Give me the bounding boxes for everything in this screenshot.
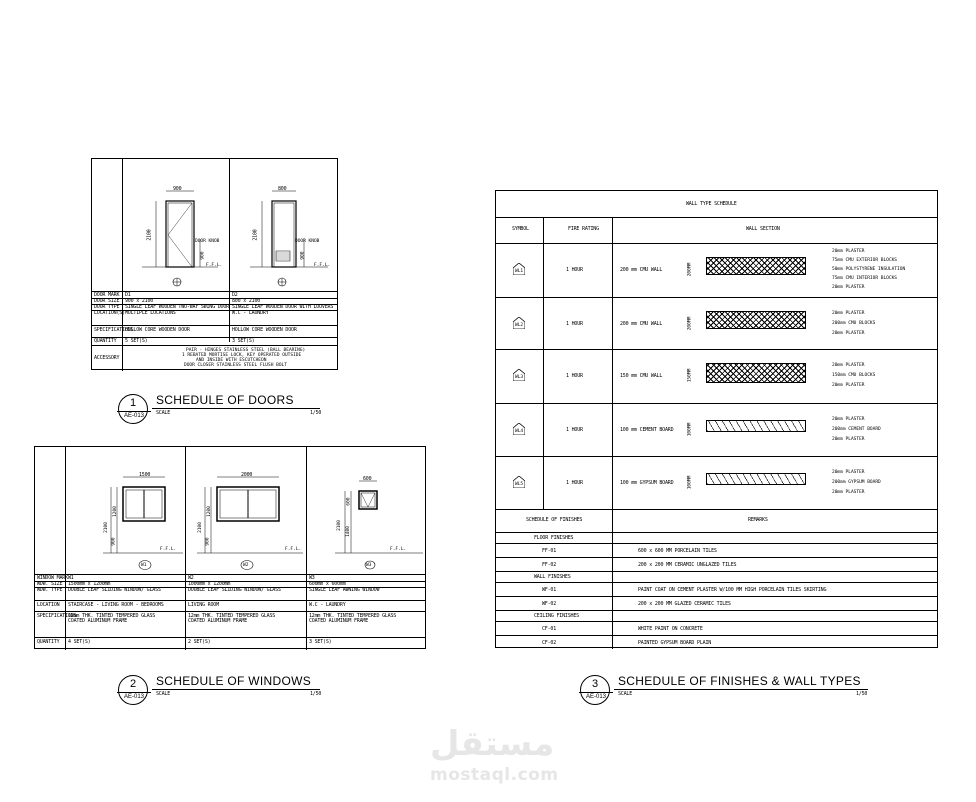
finish-remark: 200 x 200 MM GLAZED CERAMIC TILES	[638, 601, 731, 607]
window-w1-width: 1500	[139, 472, 151, 478]
window-w3-sill: 1400	[345, 526, 351, 537]
door-d1-elevation	[132, 179, 222, 289]
windows-cell: COATED ALUMINUM FRAME	[188, 618, 248, 624]
wall-thickness: 100MM	[687, 422, 693, 437]
windows-cell: W2	[188, 575, 194, 581]
windows-cell: W.C - LAUNDRY	[309, 602, 346, 608]
window-w2-mark: W2	[243, 563, 249, 568]
wall-layer: 200mm CEMENT BOARD	[832, 427, 881, 432]
wall-layer: 20mm PLASTER	[832, 437, 865, 442]
wall-thickness: 200MM	[687, 316, 693, 331]
windows-cell: SINGLE LEAF AWNING WINDOW	[309, 587, 380, 593]
doors-accessory-line: 1 REBATED MORTISE LOCK, KEY OPERATED OUTSIDE	[182, 353, 302, 358]
window-w3-height-window: 600	[346, 497, 352, 506]
windows-cell: DOUBLE LEAF SLIDING WINDOW/ GLASS	[68, 587, 161, 593]
doors-title-bubble	[118, 394, 148, 424]
windows-cell: 12mm THK. TINTED TEMPERED GLASS	[68, 613, 156, 619]
wall-layer: 50mm POLYSTYRENE INSULATION	[832, 267, 906, 272]
window-w2-ffl: F.F.L.	[285, 547, 302, 552]
wall-type-row	[496, 456, 939, 509]
wall-layer: 20mm PLASTER	[832, 383, 865, 388]
doors-cell: 900 x 2100	[125, 298, 154, 304]
wall-thickness: 100MM	[687, 475, 693, 490]
doors-cell: HOLLOW CORE WOODEN DOOR	[232, 327, 297, 333]
windows-cell: COATED ALUMINUM FRAME	[309, 618, 369, 624]
doors-title-number: 1	[129, 397, 137, 409]
wall-section-hatch	[706, 420, 806, 432]
walls-title-number: 3	[591, 678, 599, 690]
walls-scale-value: 1/50	[856, 691, 868, 697]
doors-cell: 3 SET(S)	[232, 338, 255, 344]
door-d1-width: 900	[173, 186, 182, 192]
windows-cell: 2 SET(S)	[188, 639, 211, 645]
wall-fire-rating: 1 HOUR	[566, 427, 583, 433]
finish-remark: WHITE PAINT ON CONCRETE	[638, 626, 703, 632]
doors-accessory-line: DOOR CLOSER STAINLESS STEEL FLUSH BOLT	[184, 363, 287, 368]
doors-title: SCHEDULE OF DOORS	[156, 393, 294, 407]
wall-layer: 20mm PLASTER	[832, 311, 865, 316]
doors-scale-value: 1/50	[310, 410, 322, 416]
door-d2-width: 800	[278, 186, 287, 192]
wall-description: 200 mm CMU WALL	[620, 321, 663, 327]
wall-layer: 20mm PLASTER	[832, 490, 865, 495]
remarks-header: REMARKS	[748, 517, 768, 523]
finish-code: FF-01	[542, 548, 557, 554]
wall-layer: 20mm PLASTER	[832, 249, 865, 254]
finishes-header: SCHEDULE OF FINISHES	[526, 517, 583, 523]
door-d2-knob-label: DOOR KNOB	[295, 239, 320, 244]
wall-description: 200 mm CMU WALL	[620, 267, 663, 273]
doors-sheet-ref: AE-013	[117, 411, 151, 419]
windows-cell: 4 SET(S)	[68, 639, 91, 645]
doors-row-label: LOCATION(S)	[94, 310, 125, 316]
windows-cell: DOUBLE LEAF SLIDING WINDOW/ GLASS	[188, 587, 281, 593]
wall-description: 150 mm CMU WALL	[620, 373, 663, 379]
wall-schedule-header: WALL TYPE SCHEDULE	[686, 201, 737, 207]
finish-code: CF-01	[542, 626, 557, 632]
window-w1-elevation	[75, 465, 185, 573]
window-w2-height-total: 2100	[197, 522, 203, 533]
doors-row-label: DOOR TYPE	[94, 304, 120, 310]
windows-row-label: WINDOW MARK	[37, 575, 68, 581]
wall-symbol: WL5	[515, 482, 524, 487]
windows-scale-label: SCALE	[156, 691, 171, 697]
watermark-latin: mostaql.com	[430, 765, 559, 785]
windows-title-number: 2	[129, 678, 137, 690]
windows-cell: 600mm x 600mm	[309, 581, 346, 587]
wall-fire-rating: 1 HOUR	[566, 480, 583, 486]
doors-cell: 5 SET(S)	[125, 338, 148, 344]
wall-section-hatch	[706, 363, 806, 383]
windows-row-label: LOCATION	[37, 602, 60, 608]
windows-title-bubble	[118, 675, 148, 705]
doors-cell: SINGLE LEAF WOODEN TWO-WAY SWING DOOR	[125, 304, 229, 310]
wall-layer: 20mm PLASTER	[832, 470, 865, 475]
window-w1-mark: W1	[141, 563, 147, 568]
doors-row-label: DOOR MARK	[94, 292, 120, 298]
windows-cell: STAIRCASE - LIVING ROOM - BEDROOMS	[68, 602, 164, 608]
window-w1-height-window: 1200	[112, 506, 118, 517]
windows-sheet-ref: AE-013	[117, 692, 151, 700]
finish-remark: 200 x 200 MM CERAMIC UNGLAZED TILES	[638, 562, 737, 568]
finish-code: WF-02	[542, 601, 557, 607]
window-w2-sill: 900	[205, 537, 211, 546]
doors-accessory-line: AND INSIDE WITH ESCUTCHEON	[196, 358, 267, 363]
window-w1-sill: 900	[111, 537, 117, 546]
wall-thickness: 150MM	[687, 368, 693, 383]
wall-symbol: WL4	[515, 429, 524, 434]
finish-code: CF-02	[542, 640, 557, 646]
windows-cell: 1500mm x 1200mm	[68, 581, 111, 587]
wall-section-hatch	[706, 473, 806, 485]
walls-sheet-ref: AE-013	[579, 692, 613, 700]
door-d2-height: 2100	[252, 229, 259, 241]
window-w3-height-total: 2100	[336, 520, 342, 531]
wall-symbol: WL2	[515, 323, 524, 328]
wall-layer: 20mm PLASTER	[832, 363, 865, 368]
wall-symbol: WL1	[515, 269, 524, 274]
window-w3-width: 600	[363, 476, 372, 482]
wall-thickness: 200MM	[687, 262, 693, 277]
windows-cell: 3 SET(S)	[309, 639, 332, 645]
walls-title: SCHEDULE OF FINISHES & WALL TYPES	[618, 674, 861, 688]
wall-symbol: WL3	[515, 375, 524, 380]
finish-remark: PAINTED GYPSUM BOARD PLAIN	[638, 640, 712, 646]
doors-cell: MULTIPLE LOCATIONS	[125, 310, 176, 316]
window-w3-ffl: F.F.L.	[390, 547, 407, 552]
door-d1-height: 2100	[146, 229, 153, 241]
windows-cell: LIVING ROOM	[188, 602, 219, 608]
wall-type-row	[496, 349, 939, 403]
walls-title-bubble	[580, 675, 610, 705]
doors-accessory-line: PAIR - HINGES STAINLESS STEEL (BALL BEARING)	[186, 348, 306, 353]
windows-cell: W1	[68, 575, 74, 581]
windows-cell: W3	[309, 575, 315, 581]
window-w2-elevation	[195, 465, 305, 573]
wall-type-row	[496, 297, 939, 349]
finish-group: WALL FINISHES	[534, 574, 571, 580]
wall-section-hatch	[706, 311, 806, 329]
doors-row-label: QUANTITY	[94, 338, 117, 344]
watermark-arabic: مستقل	[430, 724, 555, 764]
doors-cell: SINGLE LEAF WOODEN DOOR WITH LOUVERS	[232, 304, 334, 310]
windows-row-label: WDW. TYPE	[37, 587, 63, 593]
wall-fire-rating: 1 HOUR	[566, 267, 583, 273]
wall-section-hatch	[706, 257, 806, 275]
window-w1-height-total: 2100	[103, 522, 109, 533]
doors-cell: D1	[125, 292, 131, 298]
windows-cell: COATED ALUMINUM FRAME	[68, 618, 128, 624]
wall-fire-rating: 1 HOUR	[566, 373, 583, 379]
wall-description: 100 mm CEMENT BOARD	[620, 427, 674, 433]
finish-remark: PAINT COAT ON CEMENT PLASTER W/100 MM HIGH PORCELAIN TILES SKIRTING	[638, 587, 827, 593]
windows-cell: 1000mm x 1200mm	[188, 581, 231, 587]
window-w3-mark: W3	[366, 563, 372, 568]
door-d1-knob-height: 900	[200, 251, 206, 260]
doors-row-label: DOOR SIZE	[94, 298, 120, 304]
doors-cell: 800 x 2100	[232, 298, 261, 304]
wall-col-fire: FIRE RATING	[568, 226, 599, 232]
doors-cell: HOLLOW CORE WOODEN DOOR	[125, 327, 190, 333]
wall-layer: 20mm PLASTER	[832, 417, 865, 422]
doors-cell: D2	[232, 292, 238, 298]
finish-group: FLOOR FINISHES	[534, 535, 574, 541]
wall-col-symbol: SYMBOL	[512, 226, 529, 232]
wall-type-row	[496, 403, 939, 456]
finish-code: FF-02	[542, 562, 557, 568]
windows-title: SCHEDULE OF WINDOWS	[156, 674, 312, 688]
wall-layer: 20mm PLASTER	[832, 331, 865, 336]
windows-cell: 12mm THK. TINTED TEMPERED GLASS	[309, 613, 397, 619]
doors-cell: W.C - LAUNDRY	[232, 310, 269, 316]
windows-scale-value: 1/50	[310, 691, 322, 697]
wall-layer: 150mm CMU BLOCKS	[832, 373, 876, 378]
walls-scale-label: SCALE	[618, 691, 633, 697]
wall-types-sheet	[495, 190, 938, 648]
windows-row-label: QUANTITY	[37, 639, 60, 645]
window-w2-width: 2000	[241, 472, 253, 478]
door-d1-knob-label: DOOR KNOB	[195, 239, 220, 244]
wall-description: 100 mm GYPSUM BOARD	[620, 480, 674, 486]
doors-scale-label: SCALE	[156, 410, 171, 416]
window-w2-height-window: 1200	[206, 506, 212, 517]
doors-row-label: SPECIFICATIONS	[94, 327, 134, 333]
wall-layer: 200mm GYPSUM BOARD	[832, 480, 881, 485]
doors-accessory-label: ACCESSORY	[94, 355, 120, 361]
wall-layer: 75mm CMU EXTERIOR BLOCKS	[832, 258, 898, 263]
wall-layer: 75mm CMU INTERIOR BLOCKS	[832, 276, 898, 281]
finish-remark: 600 x 600 MM PORCELAIN TILES	[638, 548, 717, 554]
wall-layer: 20mm PLASTER	[832, 285, 865, 290]
windows-cell: 12mm THK. TINTED TEMPERED GLASS	[188, 613, 276, 619]
wall-col-section: WALL SECTION	[746, 226, 780, 232]
doors-schedule-sheet	[91, 158, 338, 370]
door-d1-ffl: F.F.L.	[206, 263, 223, 268]
windows-row-label: SPECIFICATIONS	[37, 613, 77, 619]
door-d2-knob-height: 900	[300, 251, 306, 260]
wall-type-row	[496, 243, 939, 297]
finish-code: WF-01	[542, 587, 557, 593]
windows-row-label: WDW. SIZE	[37, 581, 63, 587]
windows-schedule-sheet	[34, 446, 426, 649]
finish-group: CEILING FINISHES	[534, 613, 579, 619]
door-d2-ffl: F.F.L.	[314, 263, 331, 268]
window-w1-ffl: F.F.L.	[160, 547, 177, 552]
wall-fire-rating: 1 HOUR	[566, 321, 583, 327]
wall-layer: 200mm CMU BLOCKS	[832, 321, 876, 326]
